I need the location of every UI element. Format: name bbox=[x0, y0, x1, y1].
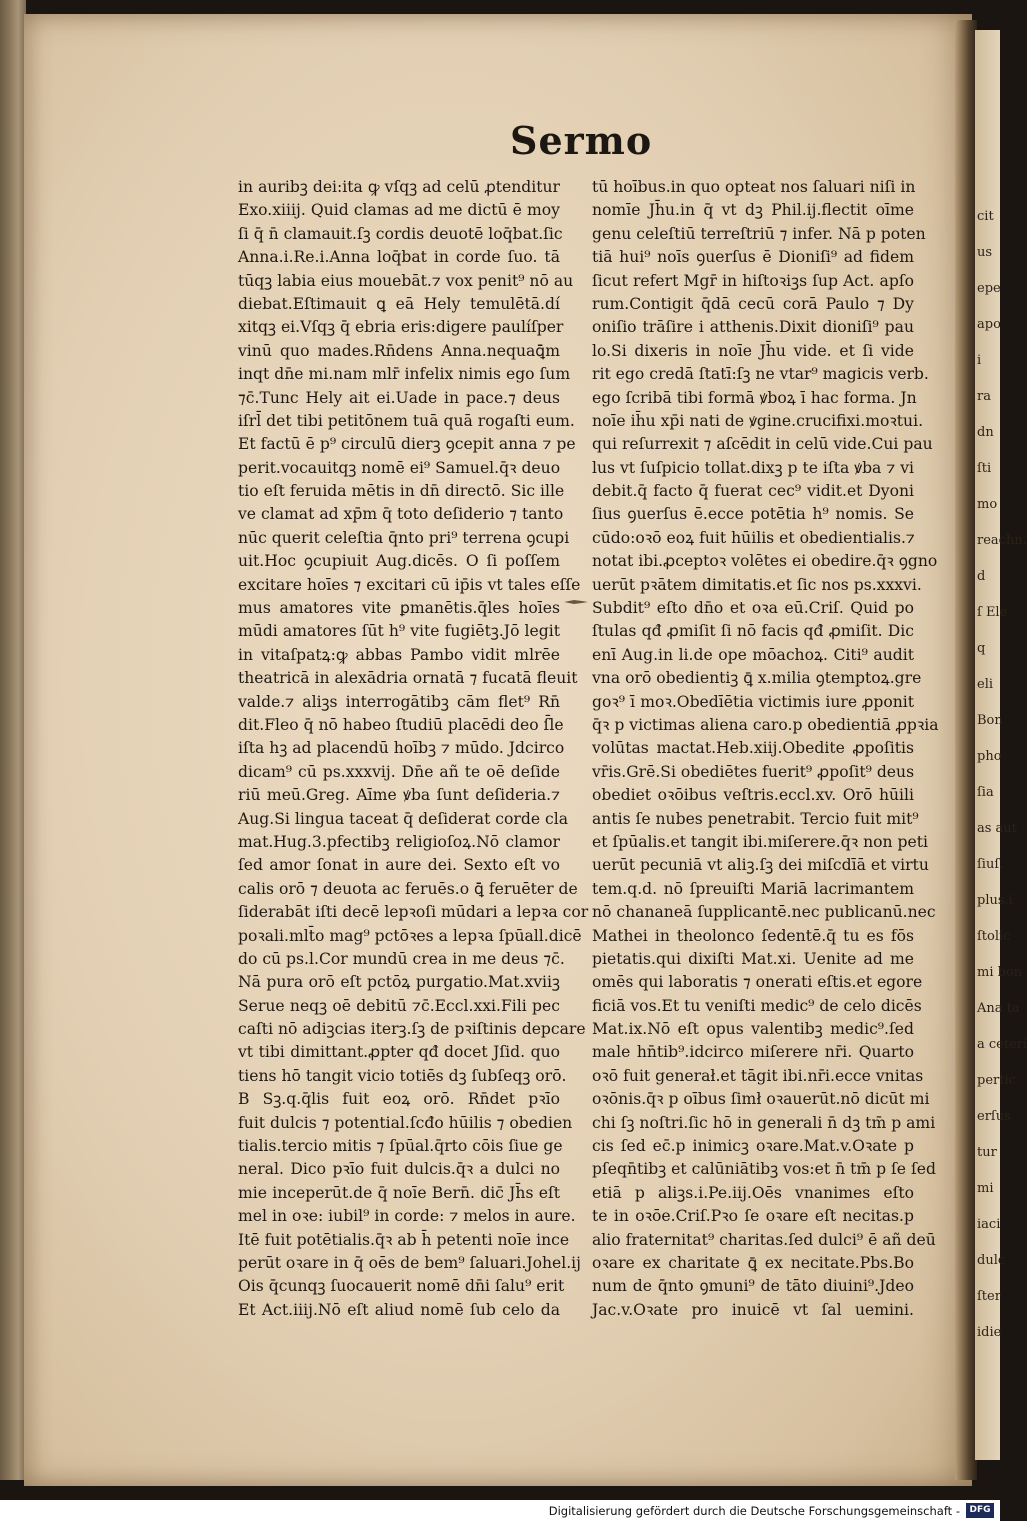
margin-fragment: plus.i bbox=[977, 893, 1013, 908]
text-line-left: theatricā in alexādria ornatā ⁊ fucatā fleuit bbox=[238, 669, 578, 688]
text-line-left: Et Act.iiij.Nō eſt aliud nomē ſub celo da bbox=[238, 1300, 560, 1319]
text-line-right: oꝛare ex charitate ꝗ̄ ex necitate.Pbs.Bo bbox=[592, 1253, 914, 1272]
text-line-left: dicam⁹ cū ps.xxxvij. Dn̄e añ te oē deſide bbox=[238, 762, 560, 781]
dfg-logo: DFG bbox=[966, 1503, 994, 1518]
text-line-left: poꝛali.mlt̄o mag⁹ pctōꝛes a lepꝛa ſpūall.dicē bbox=[238, 926, 582, 945]
text-line-right: noīe ih̄u xp̄i nati de ꝟgine.crucifixi.moꝛtui. bbox=[592, 411, 924, 430]
text-line-left: nūc querit celeſtia q̄nto pri⁹ terrena ꝯcupi bbox=[238, 528, 570, 547]
text-line-left: dit.Fleo q̄ nō habeo ſtudiū placēdi deo ſ̄le bbox=[238, 715, 564, 734]
text-line-left: mūdi amatores ſūt h⁹ vite fugiētꝫ.Jō legit bbox=[238, 622, 560, 641]
text-line-right: uerūt pꝛātem dimitatis.et ſic nos ps.xxxvi. bbox=[592, 575, 922, 594]
text-line-right: vr̄is.Grē.Si obediētes fuerit⁹ ꝓpoſit⁹ deus bbox=[592, 762, 915, 781]
margin-fragment: dulc bbox=[977, 1253, 1006, 1268]
text-line-left: ⁊c̄.Tunc Hely ait ei.Uade in pace.⁊ deus bbox=[238, 388, 560, 407]
margin-fragment: reachn. bbox=[977, 533, 1027, 548]
text-line-right: tū hoībus.in quo opteat nos ſaluari niſi in bbox=[592, 178, 916, 196]
text-line-left: mel in oꝛe: iubil⁹ in corde: ⁊ melos in aure. bbox=[238, 1207, 576, 1226]
footer-credit: Digitalisierung gefördert durch die Deutsche Forschungsgemeinschaft - bbox=[548, 1504, 960, 1518]
text-line-right: notat ibi.ꝓceptoꝛ volētes ei obedire.q̄ꝛ ꝯgno bbox=[592, 552, 938, 571]
text-line-left: B Sꝫ.q.q̄lis fuit eoꝝ orō. Rn̄det pꝛīo bbox=[238, 1090, 560, 1109]
text-line-right: pietatis.qui dixiſti Mat.xi. Uenite ad me bbox=[592, 949, 914, 968]
margin-fragment: tur bbox=[977, 1145, 997, 1160]
text-column-right bbox=[592, 176, 939, 1322]
text-line-left: excitare hoīes ⁊ excitari cū ip̄is vt tales eſſe bbox=[238, 575, 581, 594]
margin-fragment: idie bbox=[977, 1325, 1002, 1340]
text-line-left: ſed amor ſonat in aure dei. Sexto eſt vo bbox=[238, 856, 560, 875]
text-line-left: Serue neqꝫ oē debitū ⁊c̄.Eccl.xxi.Fili pec bbox=[238, 996, 560, 1015]
text-line-left: diebat.Eſtimauit ꝗ eā Hely temulētā.dí bbox=[238, 294, 560, 313]
text-line-right: male hn̄tib⁹.idcirco miſerere nr̄i. Quarto bbox=[592, 1043, 914, 1062]
text-line-right: ſtulas qđ ꝓmiſit ſi nō facis qđ ꝓmiſit. Dic bbox=[592, 622, 914, 641]
margin-fragment: Ana ta bbox=[977, 1001, 1020, 1016]
text-line-right: et ſpūalis.et tangit ibi.miſerere.q̄ꝛ non peti bbox=[592, 832, 928, 851]
margin-fragment: ſti bbox=[977, 461, 992, 476]
text-line-left: tio eſt feruida mētis in dn̄ directō. Sic ille bbox=[238, 482, 565, 501]
text-line-left: perit.vocauitqꝫ nomē ei⁹ Samuel.q̄ꝛ deuo bbox=[238, 458, 561, 477]
text-line-right: debit.q̄ facto q̄ fuerat cec⁹ vidit.et Dyoni bbox=[592, 482, 914, 501]
margin-fragment: ſtolic bbox=[977, 929, 1011, 944]
text-line-left: neral. Dico pꝛīo fuit dulcis.q̄ꝛ a dulci no bbox=[238, 1160, 560, 1179]
text-line-right: oꝛō fuit generał.et tāgit ibi.nr̄i.ecce vnitas bbox=[592, 1066, 924, 1085]
text-line-left: calis orō ⁊ deuota ac feruēs.o ꝗ̄ feruēter de bbox=[238, 879, 578, 898]
text-line-left: Nā pura orō eſt pctōꝝ purgatio.Mat.xviiꝫ bbox=[238, 973, 560, 992]
text-line-left: caſti nō adiꝫcias iterꝫ.ſꝫ de pꝛiſtinis depcare bbox=[238, 1020, 586, 1039]
text-line-left: perūt oꝛare in q̄ oēs de bem⁹ ſaluari.Johel.ij bbox=[238, 1253, 581, 1272]
text-line-right: q̄ꝛ p victimas aliena caro.p obedientiā ꝓpꝛia bbox=[592, 715, 939, 734]
text-line-right: vna orō obedientiꝫ ꝗ̄ x.milia ꝯtemptoꝝ.gre bbox=[592, 669, 922, 688]
text-line-left: riū meū.Greg. Aīme ꝟba ſunt deſideria.⁊ bbox=[238, 786, 560, 805]
text-line-left: mus amatores vite ꝑmanētis.q̄les hoīes bbox=[238, 599, 560, 618]
margin-fragment: mi bon bbox=[977, 965, 1023, 980]
text-line-right: uerūt pecuniā vt aliꝫ.ſꝫ dei miſcdīā et virtu bbox=[592, 856, 929, 875]
text-line-left: tialis.tercio mitis ⁊ ſpūal.q̄rto cōis ſiue ge bbox=[238, 1137, 563, 1156]
text-line-right: etiā p aliꝫs.i.Pe.iij.Oēs vnanimes eſto bbox=[592, 1183, 914, 1202]
margin-fragment: mo bbox=[977, 497, 998, 512]
margin-fragment: ra bbox=[977, 389, 991, 404]
adjacent-page-edge bbox=[975, 30, 1027, 1460]
text-line-right: num de q̄nto ꝯmuni⁹ de tāto diuini⁹.Jdeo bbox=[592, 1277, 914, 1296]
text-line-left: iſta hꝫ ad placendū hoībꝫ ⁊ mūdo. Jdcirco bbox=[238, 739, 565, 758]
margin-fragment: mi bbox=[977, 1181, 994, 1196]
text-line-left: Anna.i.Re.i.Anna loq̄bat in corde ſuo. tā bbox=[238, 248, 560, 267]
text-line-right: cūdo:oꝛō eoꝝ fuit hūilis et obedientialis.⁊ bbox=[592, 528, 915, 547]
text-line-right: Mat.ix.Nō eſt opus valentibꝫ medic⁹.ſed bbox=[592, 1020, 914, 1039]
page-gutter-shadow bbox=[955, 20, 977, 1480]
text-line-right: goꝛ⁹ ī moꝛ.Obedīētia victimis iure ꝓponit bbox=[592, 692, 914, 711]
text-line-left: vinū quo mades.Rn̄dens Anna.nequaꝗ̄m bbox=[238, 341, 560, 360]
text-column-left bbox=[238, 176, 589, 1322]
text-line-right: enī Aug.in li.de ope mōachoꝝ. Citi⁹ audit bbox=[592, 645, 914, 664]
page-heading: Sermo bbox=[510, 118, 653, 163]
text-line-right: Mathei in theolonco ſedentē.q̄ tu es fōs bbox=[592, 926, 914, 945]
text-line-right: pſeqn̄tibꝫ et calūniātibꝫ vos:et n̄ tm̄ p ſe ſed bbox=[592, 1160, 936, 1179]
margin-fragment: q bbox=[977, 641, 986, 656]
text-line-right: omēs qui laboratis ⁊ onerati eſtis.et egore bbox=[592, 973, 923, 992]
text-line-right: ficiā vos.Et tu veniſti medic⁹ de celo dicēs bbox=[592, 996, 922, 1015]
text-line-left: inqt dn̄e mi.nam mlr̄ infelix nimis ego ſum bbox=[238, 365, 571, 384]
text-line-left: Et factū ē p⁹ circulū dierꝫ ꝯcepit anna ⁊ pe bbox=[238, 435, 576, 454]
text-line-right: ego ſcribā tibi formā ꝟboꝝ ī hac forma. Jn bbox=[592, 388, 917, 407]
text-line-right: oniſio trāſire i atthenis.Dixit dioniſi⁹ pau bbox=[592, 318, 914, 337]
book-edge-left bbox=[0, 0, 26, 1480]
margin-fragment: a ceteri bbox=[977, 1037, 1027, 1052]
margin-fragment: eli bbox=[977, 677, 994, 692]
margin-fragment: erſus bbox=[977, 1109, 1011, 1124]
text-line-left: fuit dulcis ⁊ potential.ſcđo hūilis ⁊ obedien bbox=[238, 1113, 573, 1132]
text-line-right: chi ſꝫ noſtri.ſic hō in generali n̄ dꝫ tm̄ p ami bbox=[592, 1113, 936, 1132]
margin-fragment: us bbox=[977, 245, 993, 260]
margin-fragment: d bbox=[977, 569, 986, 584]
text-line-left: ve clamat ad xp̄m q̄ toto deſiderio ⁊ tanto bbox=[238, 505, 564, 524]
margin-fragment: cit bbox=[977, 209, 994, 224]
text-line-right: lo.Si dixeris in noīe Jh̄u vide. et ſi vide bbox=[592, 341, 914, 360]
manicule-mark-icon bbox=[562, 596, 590, 608]
text-line-left: tūqꝫ labia eius mouebāt.⁊ vox penit⁹ nō au bbox=[238, 271, 574, 290]
text-line-left: iſrl̄ det tibi petitōnem tuā quā rogaſti eum. bbox=[238, 411, 575, 430]
text-line-right: obediet oꝛōibus veſtris.eccl.xv. Orō hūili bbox=[592, 786, 914, 805]
text-line-right: ſius ꝯuerſus ē.ecce potētia h⁹ nomis. Se bbox=[592, 505, 914, 524]
text-line-right: volūtas mactat.Heb.xiij.Obedite ꝓpoſitis bbox=[592, 739, 914, 758]
margin-fragment: ſia bbox=[977, 785, 994, 800]
margin-fragment: ſter bbox=[977, 1289, 1001, 1304]
text-line-left: Exo.xiiij. Quid clamas ad me dictū ē moy bbox=[238, 201, 560, 220]
margin-fragment: ſiuſ. bbox=[977, 857, 1004, 872]
text-line-left: ſi q̄ n̄ clamauit.ſꝫ cordis deuotē loq̄bat.ſic bbox=[238, 224, 563, 243]
margin-fragment: dn bbox=[977, 425, 994, 440]
margin-fragment: apo bbox=[977, 317, 1001, 332]
text-line-left: in auribꝫ dei:ita ꝙ vſqꝫ ad celū ꝓtenditur bbox=[238, 178, 560, 196]
margin-fragment: epe bbox=[977, 281, 1001, 296]
margin-fragment: i bbox=[977, 353, 982, 368]
text-line-right: alio fraternitat⁹ charitas.ſed dulci⁹ ē añ deū bbox=[592, 1230, 936, 1249]
text-line-right: Subdit⁹ eſto dn̄o et oꝛa eū.Criſ. Quid po bbox=[592, 599, 914, 618]
text-line-left: mie inceperūt.de q̄ noīe Bern̄. dic̄ Jh̄s eſt bbox=[238, 1183, 560, 1202]
text-line-right: qui reſurrexit ⁊ aſcēdit in celū vide.Cui pau bbox=[592, 435, 933, 454]
text-line-right: tem.q.d. nō ſpreuiſti Mariā lacrimantem bbox=[592, 879, 914, 898]
text-line-left: mat.Hug.3.pfectibꝫ religioſoꝝ.Nō clamor bbox=[238, 832, 560, 851]
text-line-right: oꝛōnis.q̄ꝛ p oībus ſimł oꝛauerūt.nō dicūt mi bbox=[592, 1090, 930, 1109]
text-line-right: genu celeſtiū terreſtriū ⁊ infer. Nā p poten bbox=[592, 224, 926, 243]
text-line-left: Aug.Si lingua taceat q̄ deſiderat corde cla bbox=[238, 809, 569, 828]
text-line-right: Jac.v.Oꝛate pro inuicē vt ſal uemini. bbox=[592, 1300, 914, 1319]
text-line-right: rit ego credā ſtatī:ſꝫ ne vtar⁹ magicis verb. bbox=[592, 365, 929, 384]
text-line-left: in vitaſpatꝝ:ꝙ abbas Pambo vidit mlrēe bbox=[238, 645, 560, 664]
text-line-left: Ois q̄cunqꝫ ſuocauerit nomē dn̄i ſalu⁹ erit bbox=[238, 1277, 565, 1296]
text-line-left: ſiderabāt iſti decē lepꝛoſi mūdari a lepꝛa cor bbox=[238, 903, 589, 922]
text-line-left: do cū ps.l.Cor mundū crea in me deus ⁊c̄. bbox=[238, 949, 565, 968]
text-line-left: Itē fuit potētialis.q̄ꝛ ab h̄ petenti noīe ince bbox=[238, 1230, 570, 1249]
margin-fragment: as aut bbox=[977, 821, 1017, 836]
margin-fragment: Bon bbox=[977, 713, 1003, 728]
text-line-right: ſicut refert Mgr̄ in hiſtoꝛiꝫs ſup Act. apſo bbox=[592, 271, 914, 290]
text-line-right: nō chananeā ſupplicantē.nec publicanū.nec bbox=[592, 903, 936, 922]
text-line-left: xitqꝫ ei.Vſqꝫ q̄ ebria eris:digere paulíſper bbox=[238, 318, 564, 337]
margin-fragment: pertic bbox=[977, 1073, 1016, 1088]
text-line-left: uit.Hoc ꝯcupiuit Aug.dicēs. O ſi poſſem bbox=[238, 552, 560, 571]
text-line-right: cis ſed ec̄.p inimicꝫ oꝛare.Mat.v.Oꝛate p bbox=[592, 1137, 914, 1156]
text-line-right: lus vt ſuſpicio tollat.dixꝫ p te iſta ꝟba ⁊ vi bbox=[592, 458, 914, 477]
text-line-right: nomīe Jh̄u.in q̄ vt dꝫ Phil.ij.flectit oīme bbox=[592, 201, 914, 220]
text-line-left: valde.⁊ aliꝫs interrogātibꝫ cām flet⁹ Rn̄ bbox=[238, 692, 560, 711]
margin-fragment: iaci bbox=[977, 1217, 1001, 1232]
text-line-left: vt tibi dimittant.ꝓpter qđ docet Jſid. quo bbox=[238, 1043, 560, 1062]
text-line-left: tiens hō tangit vicio totiēs dꝫ ſubſeqꝫ orō. bbox=[238, 1066, 567, 1085]
text-line-right: tiā hui⁹ noīs ꝯuerſus ē Dioniſi⁹ ad fidem bbox=[592, 248, 914, 267]
margin-fragment: pho bbox=[977, 749, 1002, 764]
margin-fragment: ſ Ele bbox=[977, 605, 1008, 620]
text-line-right: te in oꝛōe.Criſ.Pꝛo ſe oꝛare eſt necitas.p bbox=[592, 1207, 914, 1226]
text-line-right: antis ſe nubes penetrabit. Tercio fuit mit⁹ bbox=[592, 809, 919, 828]
text-line-right: rum.Contigit q̄dā cecū corā Paulo ⁊ Dy bbox=[592, 294, 914, 313]
